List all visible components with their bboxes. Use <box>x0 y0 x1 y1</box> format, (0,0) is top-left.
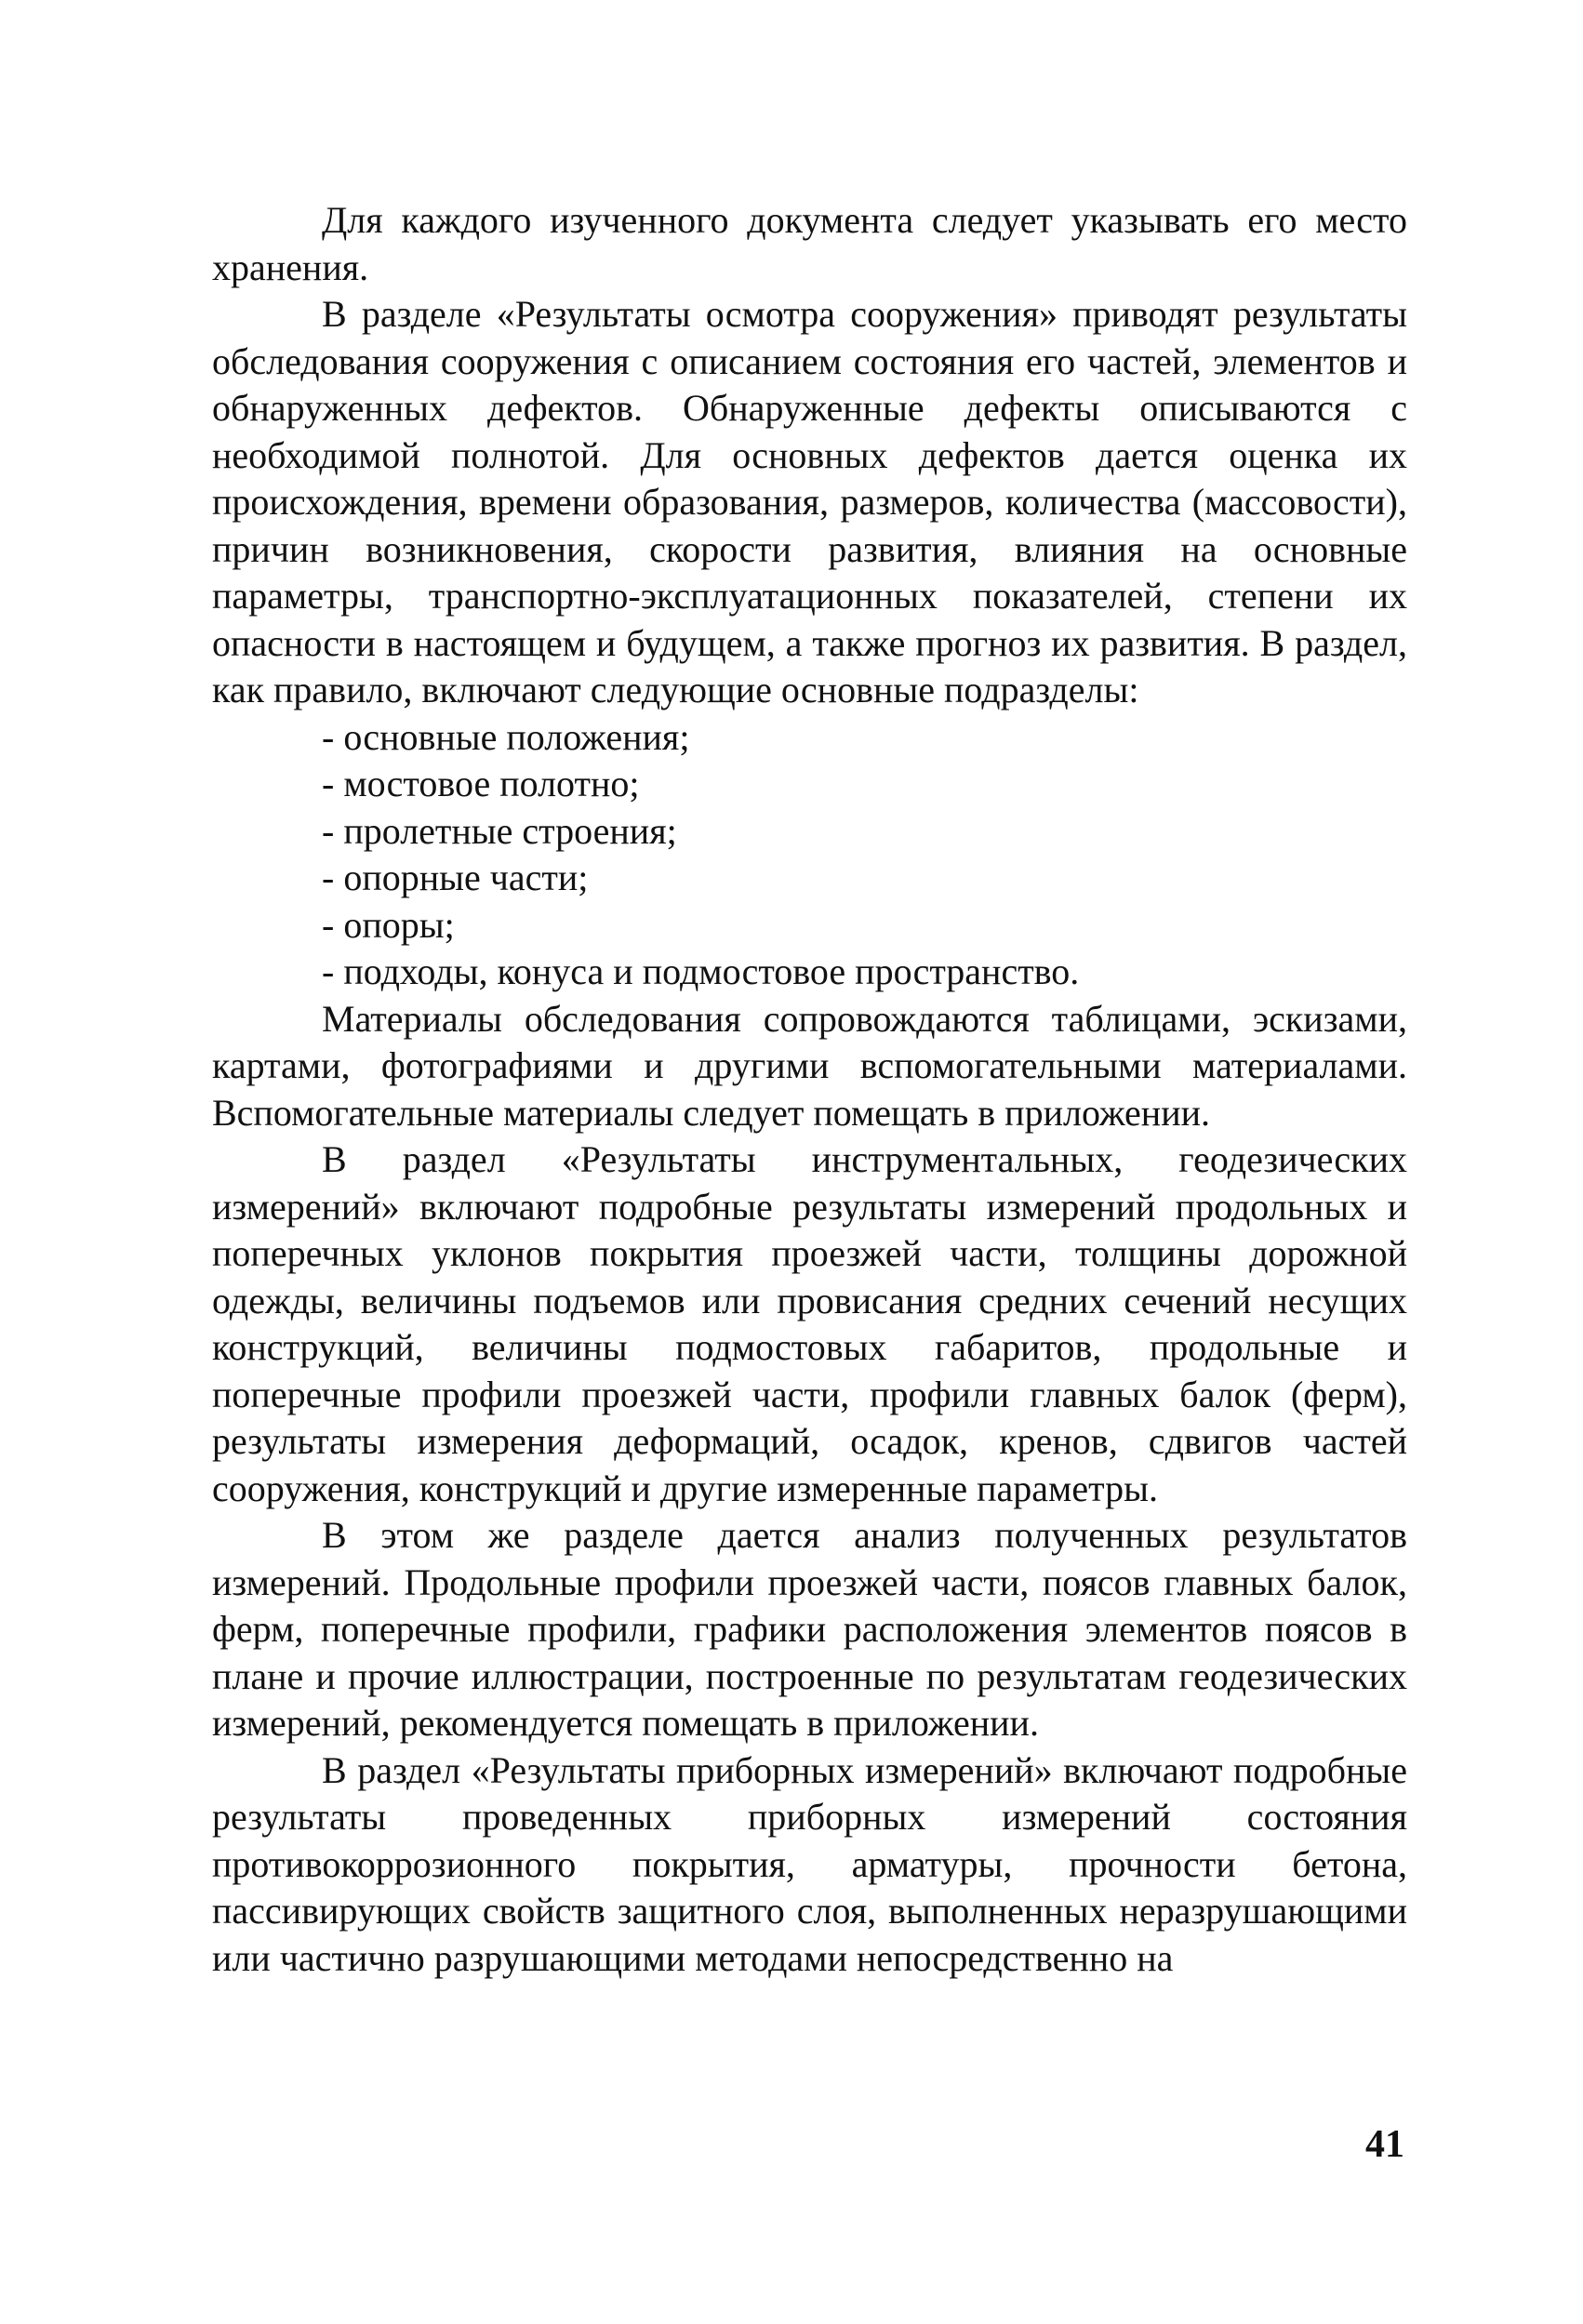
document-page <box>212 197 1407 1982</box>
paragraph-materials: Материалы обследования сопровождаются таблицами, эскизами, картами, фотографиями и другими вспомогательными материалами. Вспомогательные материалы следует помещать в приложении. <box>212 997 1407 1134</box>
list-item: - опоры; <box>322 903 455 946</box>
paragraph-instrument-measurements: В раздел «Результаты приборных измерений» включают подробные результаты проведенных приборных измерений состояния противокоррозионного покрытия, арматуры, прочности бетона, пассивирующих свойств защитного слоя, выполненных неразрушающими или частично разрушающими методами непосредственно на <box>212 1748 1407 1979</box>
subsection-list <box>212 714 1407 996</box>
paragraph-document-storage: Для каждого изученного документа следует указывать его место хранения. <box>212 199 1407 288</box>
page-number: 41 <box>1365 2123 1404 2166</box>
list-item: - пролетные строения; <box>322 809 677 852</box>
list-item: - основные положения; <box>322 715 690 758</box>
paragraph-geodetic-measurements: В раздел «Результаты инструментальных, геодезических измерений» включают подробные результаты измерений продольных и поперечных уклонов покрытия проезжей части, толщины дорожной одежды, величины подъемов или провисания средних сечений несущих конструкций, величины подмостовых габаритов, продольные и поперечные профили проезжей части, профили главных балок (ферм), результаты измерения деформаций, осадок, кренов, сдвигов частей сооружения, конструкций и другие измеренные параметры. <box>212 1138 1407 1509</box>
list-item: - опорные части; <box>322 857 589 898</box>
paragraph-analysis: В этом же разделе дается анализ полученных результатов измерений. Продольные профили проезжей части, поясов главных балок, ферм, поперечные профили, графики расположения элементов поясов в плане и прочие иллюстрации, построенные по результатам геодезических измерений, рекомендуется помещать в приложении. <box>212 1514 1407 1744</box>
list-item: - мостовое полотно; <box>322 763 640 804</box>
paragraph-inspection-results: В разделе «Результаты осмотра сооружения» приводят результаты обследования сооружения с описанием состояния его частей, элементов и обнаруженных дефектов. Обнаруженные дефекты описываются с необходимой полнотой. Для основных дефектов дается оценка их происхождения, времени образования, размеров, количества (массовости), причин возникновения, скорости развития, влияния на основные параметры, транспортно-эксплуатационных показателей, степени их опасности в настоящем и будущем, а также прогноз их развития. В раздел, как правило, включают следующие основные подразделы: <box>212 293 1407 710</box>
list-item: - подходы, конуса и подмостовое пространство. <box>322 950 1080 992</box>
